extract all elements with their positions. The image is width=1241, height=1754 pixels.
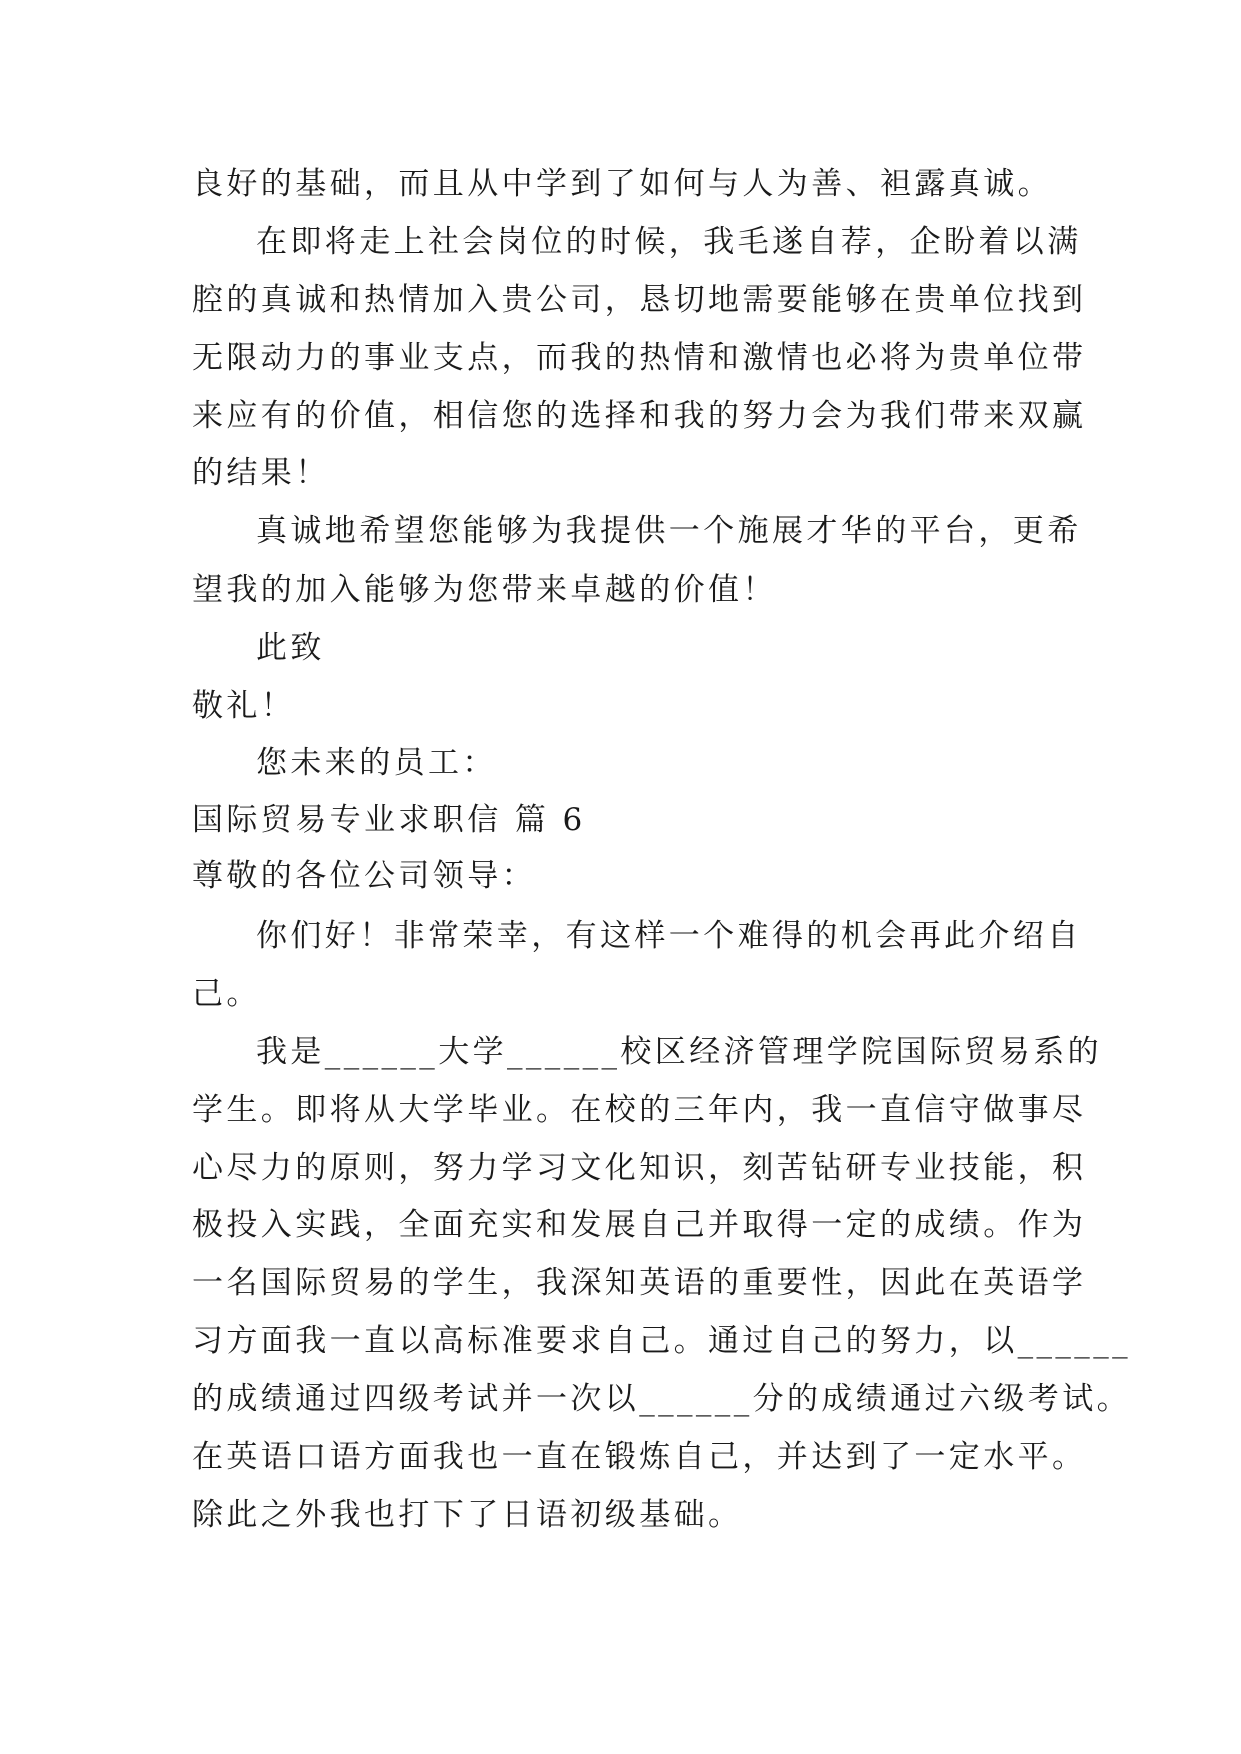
text-line: 真诚地希望您能够为我提供一个施展才华的平台，更希	[256, 513, 1082, 549]
text-line: 的结果！	[192, 455, 330, 491]
closing-salutation: 此致	[256, 630, 325, 666]
text-line: 一名国际贸易的学生，我深知英语的重要性，因此在英语学	[192, 1265, 1087, 1301]
text-line: 腔的真诚和热情加入贵公司，恳切地需要能够在贵单位找到	[192, 282, 1087, 318]
text-line: 在即将走上社会岗位的时候，我毛遂自荐，企盼着以满	[256, 224, 1082, 260]
text-line: 良好的基础，而且从中学到了如何与人为善、袒露真诚。	[192, 166, 1052, 202]
section-heading: 国际贸易专业求职信 篇 6	[192, 802, 586, 838]
text-line: 除此之外我也打下了日语初级基础。	[192, 1497, 743, 1533]
text-line: 来应有的价值，相信您的选择和我的努力会为我们带来双赢	[192, 398, 1087, 434]
signature-line: 您未来的员工：	[256, 745, 497, 781]
text-line: 学生。即将从大学毕业。在校的三年内，我一直信守做事尽	[192, 1092, 1087, 1128]
text-line: 心尽力的原则，努力学习文化知识，刻苦钻研专业技能，积	[192, 1150, 1087, 1186]
text-line: 己。	[192, 976, 261, 1012]
greeting: 尊敬的各位公司领导：	[192, 858, 536, 894]
text-line: 望我的加入能够为您带来卓越的价值！	[192, 572, 777, 608]
text-line: 你们好！非常荣幸，有这样一个难得的机会再此介绍自	[256, 918, 1082, 954]
text-line: 无限动力的事业支点，而我的热情和激情也必将为贵单位带	[192, 340, 1087, 376]
text-line: 习方面我一直以高标准要求自己。通过自己的努力，以______	[192, 1323, 1131, 1359]
text-line: 在英语口语方面我也一直在锻炼自己，并达到了一定水平。	[192, 1439, 1087, 1475]
text-line: 的成绩通过四级考试并一次以______分的成绩通过六级考试。	[192, 1381, 1131, 1417]
text-line: 极投入实践，全面充实和发展自己并取得一定的成绩。作为	[192, 1207, 1087, 1243]
closing-regards: 敬礼！	[192, 688, 296, 724]
text-line: 我是______大学______校区经济管理学院国际贸易系的	[256, 1034, 1102, 1070]
